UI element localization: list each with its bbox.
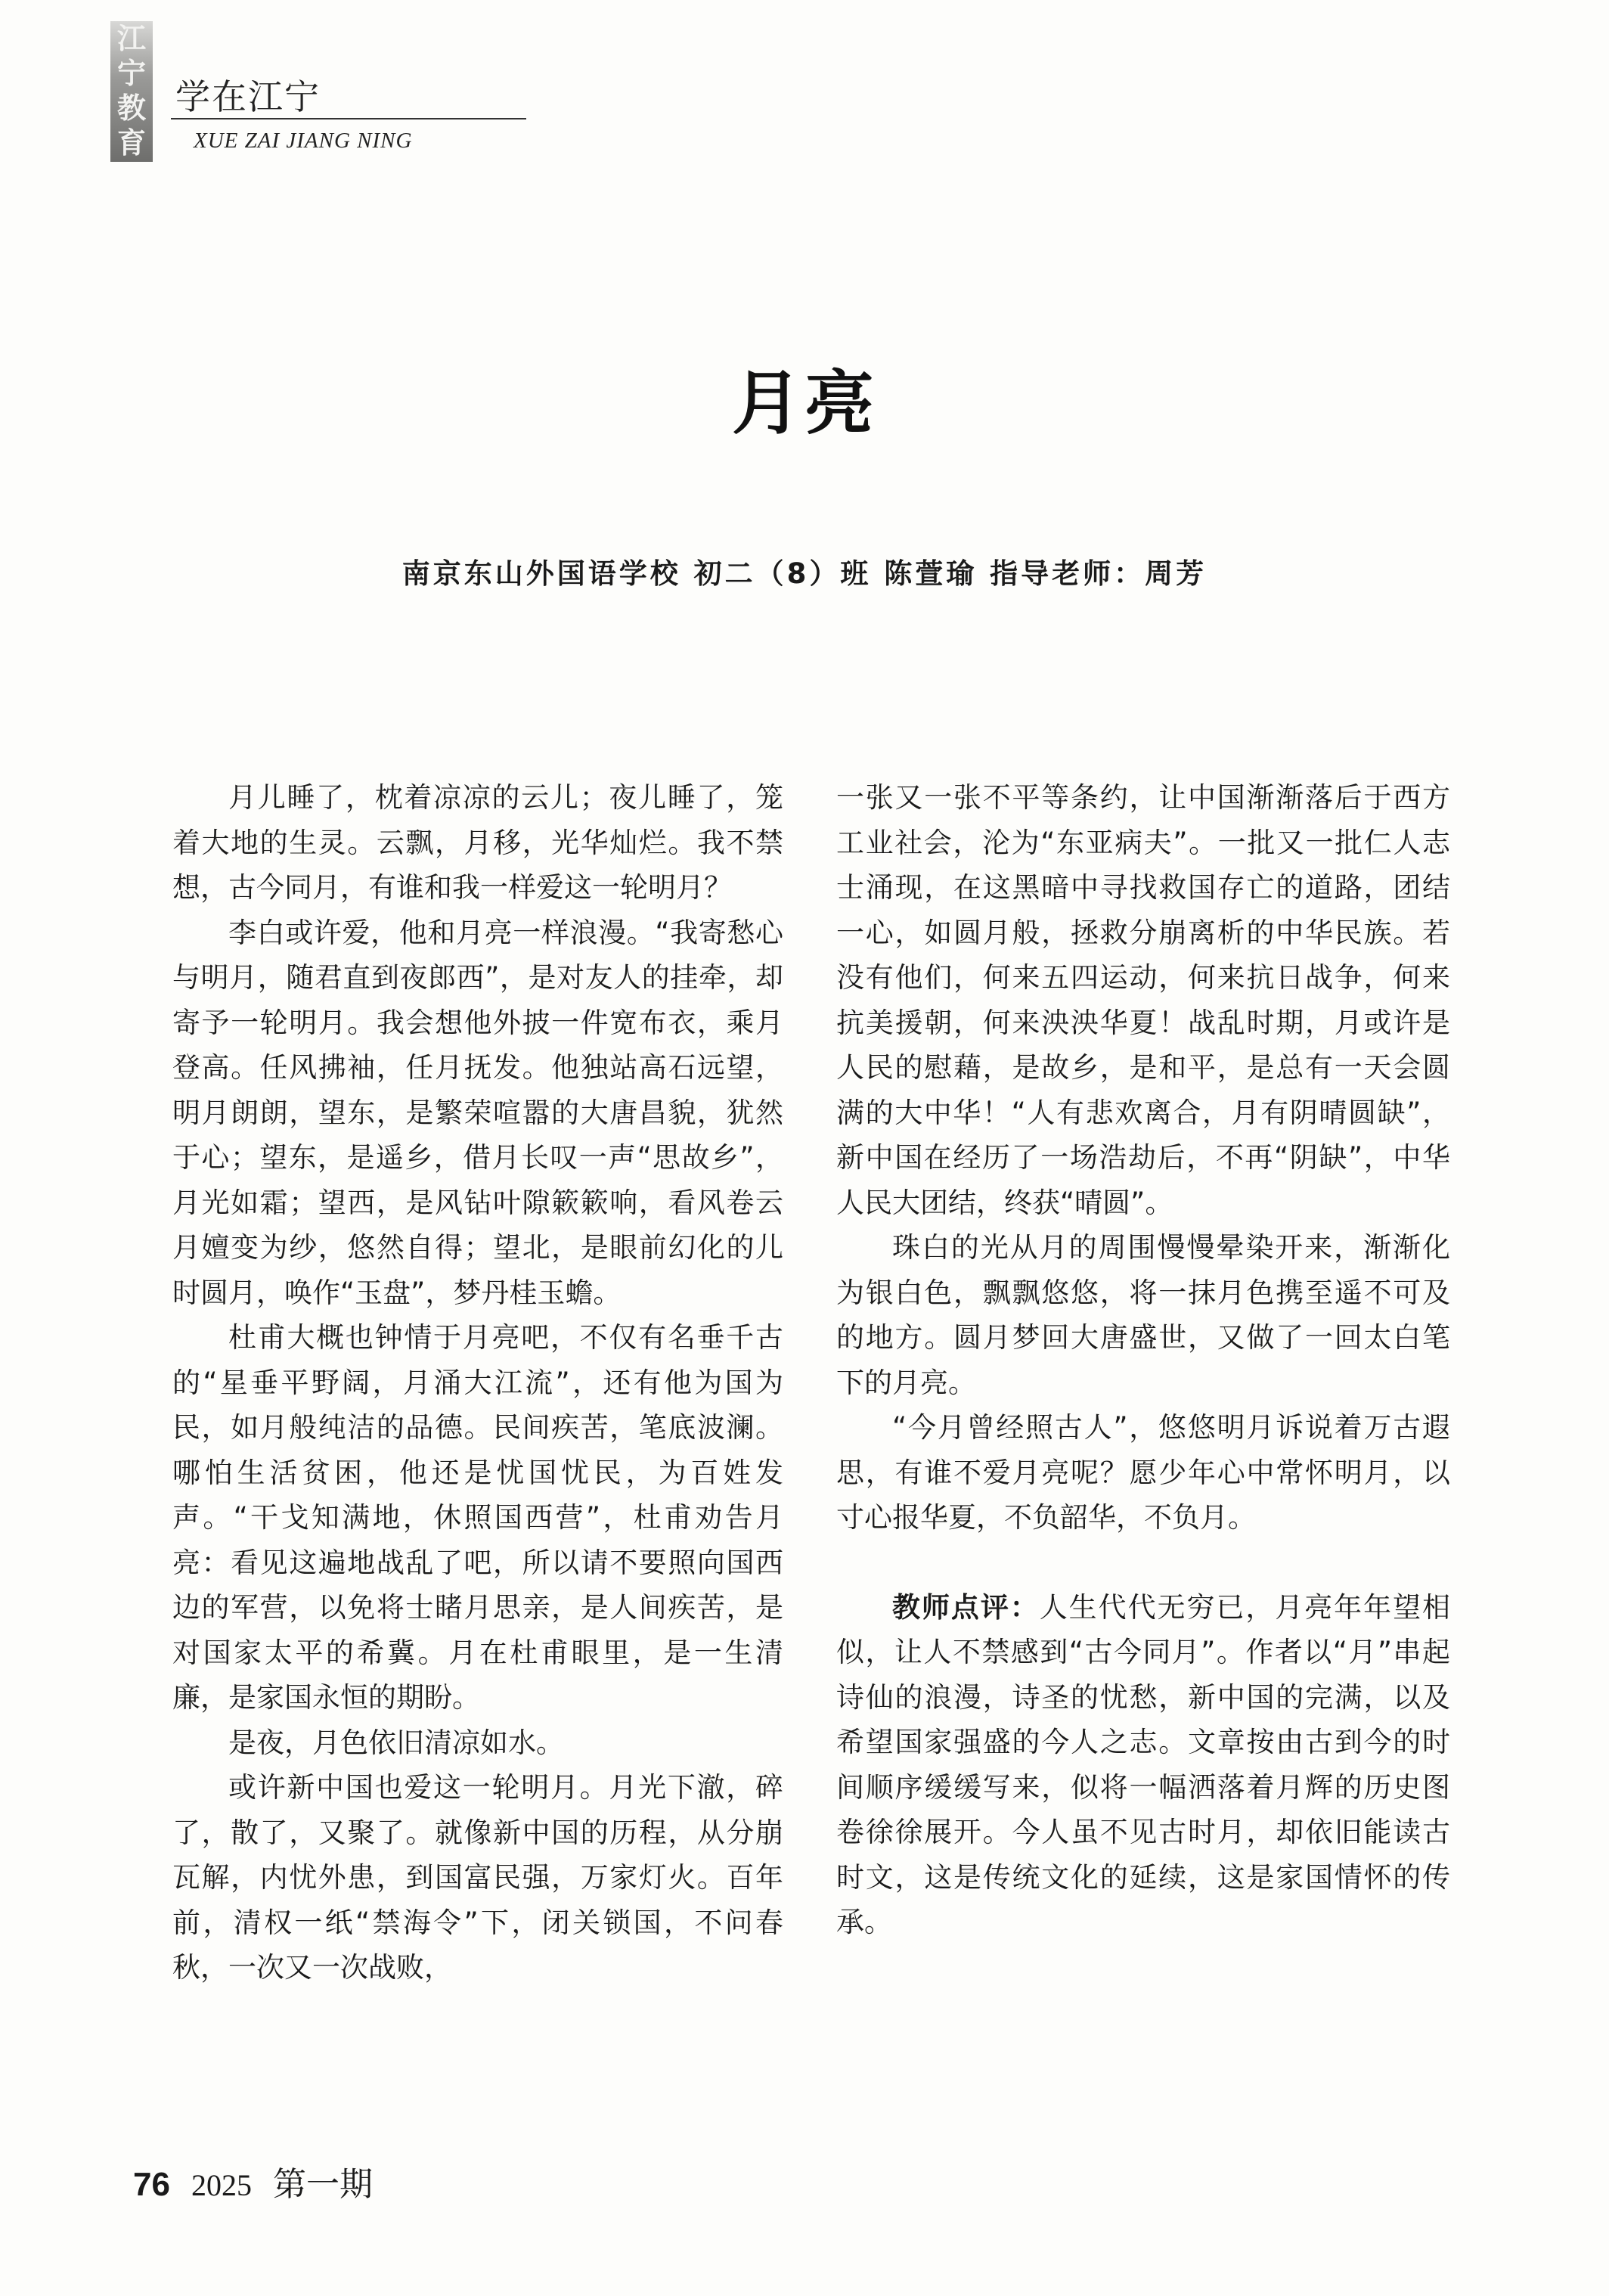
issue-year: 2025 <box>191 2168 252 2202</box>
body-paragraph: 月儿睡了，枕着凉凉的云儿；夜儿睡了，笼着大地的生灵。云飘，月移，光华灿烂。我不禁想，古今同月，有谁和我一样爱这一轮明月？ <box>172 781 783 904</box>
body-paragraph: 是夜，月色依旧清凉如水。 <box>228 1726 564 1759</box>
article-byline: 南京东山外国语学校 初二（8）班 陈萱瑜 指导老师：周芳 <box>401 557 1208 590</box>
continued-paragraph: 一张又一张不平等条约，让中国渐渐落后于西方工业社会，沦为“东亚病夫”。一批又一批仁人志士涌现，在这黑暗中寻找救国存亡的道路，团结一心，如圆月般，拯救分崩离析的中华民族。若没有他们，何来五四运动，何来抗日战争，何来抗美援朝，何来泱泱华夏！战乱时期，月或许是人民的慰藉，是故乡，是和平，是总有一天会圆满的大中华！“人有悲欢离合，月有阴晴圆缺”，新中国在经历了一场浩劫后，不再“阴缺”，中华人民大团结，终获“晴圆”。 <box>836 781 1450 1219</box>
body-paragraph: 杜甫大概也钟情于月亮吧，不仅有名垂千古的“星垂平野阔，月涌大江流”，还有他为国为民，如月般纯洁的品德。民间疾苦，笔底波澜。哪怕生活贫困，他还是忧国忧民，为百姓发声。“干戈知满地，休照国西营”，杜甫劝告月亮：看见这遍地战乱了吧，所以请不要照向国西边的军营，以免将士睹月思亲，是人间疾苦，是对国家太平的希冀。月在杜甫眼里，是一生清廉，是家国永恒的期盼。 <box>172 1321 783 1714</box>
section-title: 学在江宁 <box>175 76 321 117</box>
logo-char: 江 <box>116 21 146 55</box>
logo-char: 育 <box>116 126 146 160</box>
body-paragraph: 或许新中国也爱这一轮明月。月光下澈，碎了，散了，又聚了。就像新中国的历程，从分崩瓦解，内忧外患，到国富民强，万家灯火。百年前，清权一纸“禁海令”下，闭关锁国，不问春秋，一次又一次战败， <box>172 1771 783 1984</box>
teacher-comment-text: 人生代代无穷已，月亮年年望相似，让人不禁感到“古今同月”。作者以“月”串起诗仙的浪漫，诗圣的忧愁，新中国的完满，以及希望国家强盛的今人之志。文章按由古到今的时间顺序缓缓写来，似将一幅洒落着月辉的历史图卷徐徐展开。今人虽不见古时月，却依旧能读古时文，这是传统文化的延续，这是家国情怀的传承。 <box>836 1590 1451 1938</box>
logo-char: 宁 <box>116 56 146 90</box>
body-paragraph: 珠白的光从月的周围慢慢晕染开来，渐渐化为银白色，飘飘悠悠，将一抹月色携至遥不可及的地方。圆月梦回大唐盛世，又做了一回太白笔下的月亮。 <box>836 1231 1450 1399</box>
section-subtitle: XUE ZAI JIANG NING <box>194 129 413 153</box>
header-divider <box>171 118 526 119</box>
body-paragraph: “今月曾经照古人”，悠悠明月诉说着万古遐思，有谁不爱月亮呢？愿少年心中常怀明月，以寸心报华夏，不负韶华，不负月。 <box>836 1411 1450 1534</box>
left-column <box>172 775 783 1990</box>
issue-label: 第一期 <box>272 2165 373 2204</box>
logo-char: 教 <box>116 91 146 125</box>
article-title: 月亮 <box>731 362 877 444</box>
page-footer <box>133 2157 373 2210</box>
right-column <box>836 775 1450 1945</box>
body-paragraph: 李白或许爱，他和月亮一样浪漫。“我寄愁心与明月，随君直到夜郎西”，是对友人的挂牵，却寄予一轮明月。我会想他外披一件宽布衣，乘月登高。任风拂袖，任月抚发。他独站高石远望，明月朗朗，望东，是繁荣喧嚣的大唐昌貌，犹然于心；望东，是遥乡，借月长叹一声“思故乡”，月光如霜；望西，是风钻叶隙簌簌响，看风卷云月嬗变为纱，悠然自得；望北，是眼前幻化的儿时圆月，唤作“玉盘”，梦丹桂玉蟾。 <box>172 916 783 1309</box>
magazine-logo <box>110 21 153 162</box>
teacher-comment <box>836 1585 1450 1945</box>
page-number: 76 <box>133 2166 170 2203</box>
teacher-comment-label: 教师点评： <box>892 1590 1040 1624</box>
